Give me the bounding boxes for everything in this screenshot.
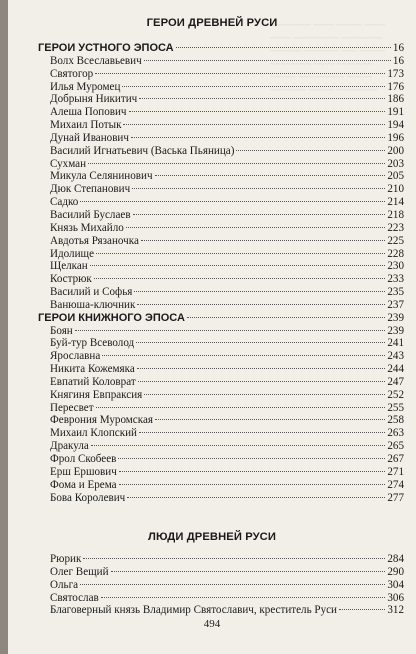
toc-entry [38,222,404,235]
entry-page: 196 [387,131,404,144]
toc-entry [38,196,404,209]
dot-leader [339,609,385,610]
entry-title: Алеша Попович [50,106,127,119]
entry-title: Ванюша-ключник [50,298,136,311]
entry-title: Буй-тур Всеволод [50,337,135,350]
entry-page: 237 [387,298,404,311]
entry-title: Святогор [50,67,94,80]
entry-title: Феврония Муромская [50,414,153,427]
entry-page: 243 [387,350,404,363]
entry-title: Боян [50,324,73,337]
dot-leader [144,60,391,61]
entry-page: 225 [387,234,404,247]
dot-leader [137,368,386,369]
toc-entry [38,592,404,605]
entry-page: 306 [387,591,404,604]
entry-page: 173 [387,67,404,80]
entry-page: 176 [387,80,404,93]
dot-leader [144,394,385,395]
dot-leader [119,471,386,472]
dot-leader [176,47,391,48]
entry-page: 239 [387,311,404,324]
dot-leader [90,265,386,266]
entry-page: 194 [387,119,404,132]
dot-leader [187,317,385,318]
entry-page: 290 [387,565,404,578]
toc-entry [38,363,404,376]
entry-title: ГЕРОИ КНИЖНОГО ЭПОСА [38,311,185,324]
entry-title: Фрол Скобеев [50,453,117,465]
toc-entry [38,350,404,363]
entry-page: 255 [387,401,404,414]
dot-leader [139,432,385,433]
toc-entry [38,337,404,350]
entry-page: 210 [387,183,404,196]
toc-entry [38,376,404,389]
toc-entry [38,427,404,440]
dot-leader [139,98,385,99]
entry-title: Дюк Степанович [50,183,131,196]
entry-page: 247 [387,375,404,388]
entry-title: Василий Игнатьевич (Васька Пьяница) [50,144,235,157]
dot-leader [133,214,386,215]
entry-title: Илья Муромец [50,80,121,93]
entry-page: 241 [387,337,404,350]
toc-entry [38,402,404,415]
toc-entry [38,389,404,402]
dot-leader [123,124,385,125]
entry-page: 263 [387,427,404,440]
dot-leader [75,330,386,331]
toc-entry [38,158,404,171]
entry-page: 244 [387,363,404,376]
dot-leader [236,150,385,151]
entry-page: 203 [387,157,404,170]
toc-heroes [38,42,404,504]
entry-title: ГЕРОИ УСТНОГО ЭПОСА [38,42,174,54]
toc-entry [38,299,404,312]
entry-title: Михаил Клопский [50,427,137,440]
toc-entry [38,209,404,222]
entry-page: 186 [387,93,404,106]
entry-page: 239 [387,324,404,337]
dot-leader [129,111,386,112]
dot-leader [80,584,385,585]
dot-leader [91,445,386,446]
toc-entry [38,466,404,479]
toc-entry [38,93,404,106]
dot-leader [96,407,386,408]
entry-page: 274 [387,478,404,491]
toc-entry [38,453,404,466]
entry-title: Евпатий Коловрат [50,375,136,388]
dot-leader [96,253,385,254]
entry-title: Василий Буслаев [50,208,131,221]
toc-entry [38,132,404,145]
entry-title: Святослав [50,591,99,604]
entry-title: Ерш Ершович [50,465,117,478]
entry-title: Олег Вещий [50,565,109,578]
entry-page: 228 [387,247,404,260]
dot-leader [118,458,385,459]
entry-page: 191 [387,106,404,119]
entry-title: Никита Кожемяка [50,363,135,376]
entry-title: Фома и Ерема [50,478,117,491]
dot-leader [131,137,385,138]
toc-group-heading [38,312,404,325]
toc-entry [38,119,404,132]
dot-leader [94,278,386,279]
toc-entry [38,440,404,453]
toc-entry [38,145,404,158]
entry-title: Садко [50,196,79,209]
toc-entry [38,68,404,81]
toc-entry [38,235,404,248]
toc-entry [38,579,404,592]
dot-leader [141,240,385,241]
toc-entry [38,286,404,299]
entry-title: Кострюк [50,273,92,286]
toc-entry [38,260,404,273]
dot-leader [111,571,386,572]
entry-title: Микула Селянинович [50,170,153,183]
entry-page: 233 [387,273,404,286]
toc-entry [38,273,404,286]
entry-page: 258 [387,414,404,427]
dot-leader [138,381,386,382]
entry-title: Авдотья Рязаночка [50,234,139,247]
dot-leader [83,558,385,559]
entry-page: 16 [392,42,404,54]
entry-title: Благоверный князь Владимир Святославич, креститель Руси [50,604,337,617]
entry-page: 304 [387,578,404,591]
toc-entry [38,553,404,566]
dot-leader [88,163,385,164]
entry-page: 277 [387,491,404,504]
bleed-through-text: ~~~~~~~~ ~~~~ ~~~~~ ~~~~ ~~~~ ~~~~~~~~~ ~~~~~~~~ ~~~~~~ ~~~~~~~ ~~~ ~~~~~ ~~~~~~~~ ~~~~ ~~~~~~~ ~~~~~ ~~~~~~~~~ ~~~~~ ~~~~~~~ ~~~~~ ~~~~~~~~ [270,21,386,96]
entry-title: Пересвет [50,401,94,414]
book-page [8,0,416,654]
entry-page: 223 [387,221,404,234]
entry-title: Добрыня Никитич [50,93,138,106]
section-title-heroes: ГЕРОИ ДРЕВНЕЙ РУСИ [146,17,278,29]
entry-title: Василий и Софья [50,286,133,299]
toc-entry [38,106,404,119]
section-title-people: ЛЮДИ ДРЕВНЕЙ РУСИ [148,531,276,543]
toc-entry [38,81,404,94]
dot-leader [127,497,385,498]
entry-title: Волх Всеславьевич [50,54,142,67]
dot-leader [136,342,385,343]
entry-title: Ярославна [50,350,101,363]
toc-people [38,553,404,617]
entry-title: Дунай Иванович [50,131,129,144]
toc-entry [38,183,404,196]
toc-entry [38,325,404,338]
entry-page: 284 [387,553,404,565]
entry-page: 271 [387,465,404,478]
entry-title: Идолище [50,247,94,260]
toc-group-heading [38,42,404,55]
dot-leader [95,73,385,74]
dot-leader [132,188,385,189]
entry-title: Бова Королевич [50,491,126,504]
toc-entry [38,479,404,492]
dot-leader [80,201,385,202]
toc-entry [38,492,404,505]
entry-title: Княгиня Евпраксия [50,388,143,401]
entry-title: Рюрик [50,553,82,565]
entry-title: Князь Михайло [50,221,124,234]
dot-leader [102,355,385,356]
entry-title: Михаил Потык [50,119,122,132]
entry-page: 235 [387,286,404,299]
dot-leader [137,304,385,305]
entry-page: 200 [387,144,404,157]
toc-entry [38,170,404,183]
toc-entry [38,414,404,427]
toc-entry [38,248,404,261]
entry-title: Дракула [50,440,89,453]
dot-leader [101,597,386,598]
toc-entry [38,604,404,617]
page-number: 494 [203,618,221,630]
entry-page: 205 [387,170,404,183]
dot-leader [119,484,386,485]
entry-title: Ольга [50,578,79,591]
entry-page: 252 [387,388,404,401]
entry-page: 214 [387,196,404,209]
dot-leader [122,86,385,87]
dot-leader [155,419,385,420]
entry-title: Щелкан [50,260,88,273]
entry-page: 16 [392,54,404,67]
entry-title: Сухман [50,157,87,170]
dot-leader [155,175,386,176]
dot-leader [126,227,386,228]
entry-page: 218 [387,208,404,221]
dot-leader [134,291,385,292]
entry-page: 230 [387,260,404,273]
entry-page: 312 [387,604,404,617]
toc-entry [38,55,404,68]
toc-entry [38,566,404,579]
entry-page: 265 [387,440,404,453]
entry-page: 267 [387,453,404,465]
